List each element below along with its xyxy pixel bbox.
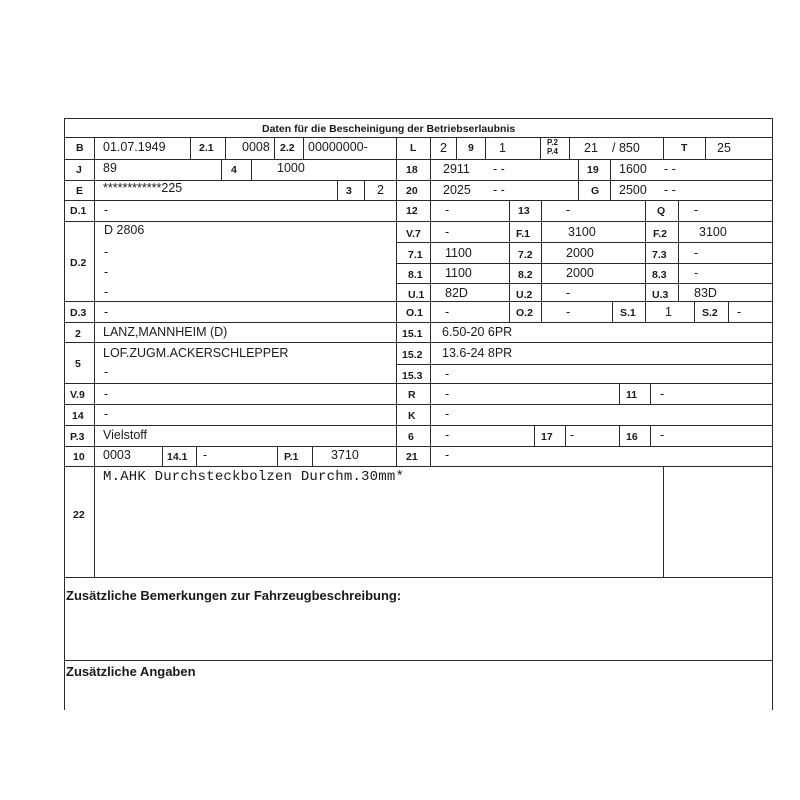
value-17: - bbox=[570, 428, 575, 442]
label-11: 11 bbox=[626, 389, 638, 401]
value-S-1: 1 bbox=[665, 305, 672, 319]
value-V-7: - bbox=[445, 225, 450, 239]
value-O-2: - bbox=[566, 305, 571, 319]
label-O-1: O.1 bbox=[406, 307, 423, 319]
value-K: - bbox=[445, 407, 450, 421]
value-S-2: - bbox=[737, 305, 742, 319]
rule bbox=[619, 383, 620, 404]
label-2: 2 bbox=[75, 328, 81, 340]
label-8-3: 8.3 bbox=[652, 269, 667, 281]
label-8-2: 8.2 bbox=[518, 269, 533, 281]
rule bbox=[456, 137, 457, 159]
label-D-3: D.3 bbox=[70, 307, 87, 319]
value-21: - bbox=[445, 448, 450, 462]
rule bbox=[396, 283, 772, 284]
label-6: 6 bbox=[408, 431, 414, 443]
rule bbox=[772, 118, 773, 710]
rule bbox=[64, 137, 772, 138]
label-O-2: O.2 bbox=[516, 307, 533, 319]
rule bbox=[509, 221, 510, 322]
rule bbox=[277, 446, 278, 466]
rule bbox=[64, 221, 772, 222]
label-B: B bbox=[76, 142, 84, 154]
value-G-dashes: - - bbox=[664, 183, 676, 197]
rule bbox=[509, 200, 510, 221]
rule bbox=[678, 200, 679, 221]
rule bbox=[312, 446, 313, 466]
rule bbox=[64, 159, 772, 160]
rule bbox=[225, 137, 226, 159]
value-5: LOF.ZUGM.ACKERSCHLEPPER bbox=[103, 346, 289, 360]
value-D-3: - bbox=[104, 305, 109, 319]
value-22: M.AHK Durchsteckbolzen Durchm.30mm* bbox=[103, 469, 405, 485]
rule bbox=[565, 425, 566, 446]
rule bbox=[64, 425, 772, 426]
value-U-2: - bbox=[566, 286, 571, 300]
value-8-2: 2000 bbox=[566, 266, 594, 280]
label-F-2: F.2 bbox=[653, 228, 668, 240]
label-8-1: 8.1 bbox=[408, 269, 423, 281]
value-11: - bbox=[660, 387, 665, 401]
label-P-4: P.4 bbox=[547, 147, 558, 156]
label-13: 13 bbox=[518, 205, 530, 217]
value-O-1: - bbox=[445, 305, 450, 319]
label-2-1: 2.1 bbox=[199, 142, 214, 154]
rule bbox=[578, 180, 579, 200]
rule bbox=[64, 446, 772, 447]
rule bbox=[541, 221, 542, 322]
value-19: 1600 bbox=[619, 162, 647, 176]
label-V-7: V.7 bbox=[406, 228, 421, 240]
label-7-2: 7.2 bbox=[518, 249, 533, 261]
rule bbox=[485, 137, 486, 159]
value-Q: - bbox=[694, 203, 699, 217]
label-10: 10 bbox=[73, 451, 85, 463]
value-18: 2911 bbox=[443, 162, 470, 176]
rule bbox=[190, 137, 191, 159]
label-15-1: 15.1 bbox=[402, 328, 423, 340]
value-6: - bbox=[445, 428, 450, 442]
label-T: T bbox=[681, 142, 688, 154]
rule bbox=[663, 466, 664, 577]
rule bbox=[610, 159, 611, 180]
rule bbox=[196, 446, 197, 466]
value-P-3: Vielstoff bbox=[103, 428, 148, 442]
rule bbox=[396, 263, 772, 264]
value-L: 2 bbox=[440, 141, 447, 155]
rule bbox=[64, 660, 772, 661]
value-2: LANZ,MANNHEIM (D) bbox=[103, 325, 228, 339]
rule bbox=[64, 404, 772, 405]
label-7-1: 7.1 bbox=[408, 249, 423, 261]
value-14-1: - bbox=[203, 448, 208, 462]
rule bbox=[64, 383, 772, 384]
value-F-1: 3100 bbox=[568, 225, 596, 239]
label-K: K bbox=[408, 410, 416, 422]
value-20: 2025 bbox=[443, 183, 471, 197]
label-18: 18 bbox=[406, 164, 418, 176]
value-2-1: 0008 bbox=[242, 140, 270, 154]
label-U-1: U.1 bbox=[408, 289, 425, 301]
rule bbox=[221, 159, 222, 180]
rule bbox=[64, 118, 65, 710]
label-21: 21 bbox=[406, 451, 418, 463]
rule bbox=[645, 301, 646, 322]
rule bbox=[645, 200, 646, 221]
rule bbox=[650, 425, 651, 446]
value-P-1: 3710 bbox=[331, 448, 359, 462]
rule bbox=[303, 137, 304, 159]
rule bbox=[694, 301, 695, 322]
rule bbox=[251, 159, 252, 180]
rule bbox=[541, 200, 542, 221]
rule bbox=[619, 425, 620, 446]
value-15-2: 13.6-24 8PR bbox=[442, 346, 513, 360]
rule bbox=[430, 137, 431, 466]
label-V-9: V.9 bbox=[70, 389, 85, 401]
label-22: 22 bbox=[73, 509, 85, 521]
label-D-1: D.1 bbox=[70, 205, 87, 217]
value-12: - bbox=[445, 203, 450, 217]
rule bbox=[64, 466, 772, 467]
label-14-1: 14.1 bbox=[167, 451, 188, 463]
rule bbox=[274, 137, 275, 159]
value-7-3: - bbox=[694, 246, 699, 260]
value-19-dashes: - - bbox=[664, 162, 676, 176]
rule bbox=[64, 322, 772, 323]
value-P-4: / 850 bbox=[612, 141, 640, 155]
rule bbox=[534, 425, 535, 446]
label-17: 17 bbox=[541, 431, 553, 443]
value-2-2: 00000000- bbox=[308, 140, 368, 154]
label-15-2: 15.2 bbox=[402, 349, 423, 361]
rule bbox=[650, 383, 651, 404]
form-title: Daten für die Bescheinigung der Betriebserlaubnis bbox=[262, 123, 516, 135]
label-P-1: P.1 bbox=[284, 451, 299, 463]
value-E: ************225 bbox=[103, 181, 183, 195]
rule bbox=[64, 577, 772, 578]
label-U-3: U.3 bbox=[652, 289, 669, 301]
value-D-2-line-3: - bbox=[104, 265, 109, 279]
value-15-3: - bbox=[445, 367, 450, 381]
value-V-9: - bbox=[104, 387, 109, 401]
rule bbox=[578, 159, 579, 180]
label-P-2: P.2 bbox=[547, 138, 558, 147]
label-19: 19 bbox=[587, 164, 599, 176]
rule bbox=[678, 221, 679, 301]
rule bbox=[64, 118, 772, 119]
label-J: J bbox=[76, 164, 82, 176]
value-F-2: 3100 bbox=[699, 225, 727, 239]
label-16: 16 bbox=[626, 431, 638, 443]
label-S-1: S.1 bbox=[620, 307, 636, 319]
label-S-2: S.2 bbox=[702, 307, 718, 319]
value-D-2-line-4: - bbox=[104, 285, 109, 299]
rule bbox=[396, 364, 772, 365]
value-T: 25 bbox=[717, 141, 731, 155]
rule bbox=[64, 200, 772, 201]
label-14: 14 bbox=[72, 410, 84, 422]
label-R: R bbox=[408, 389, 416, 401]
label-Q: Q bbox=[657, 205, 666, 217]
value-P-2: 21 bbox=[584, 141, 598, 155]
label-P-3: P.3 bbox=[70, 431, 85, 443]
value-18-dashes: - - bbox=[493, 162, 505, 176]
value-B: 01.07.1949 bbox=[103, 140, 166, 154]
rule bbox=[705, 137, 706, 159]
label-5: 5 bbox=[75, 358, 81, 370]
label-20: 20 bbox=[406, 185, 418, 197]
label-15-3: 15.3 bbox=[402, 370, 423, 382]
label-12: 12 bbox=[406, 205, 418, 217]
value-8-1: 1100 bbox=[445, 266, 472, 280]
rule bbox=[364, 180, 365, 200]
value-J: 89 bbox=[103, 161, 117, 175]
value-U-3: 83D bbox=[694, 286, 717, 300]
value-D-1: - bbox=[104, 203, 109, 217]
rule bbox=[663, 137, 664, 159]
rule bbox=[396, 242, 772, 243]
rule bbox=[94, 137, 95, 577]
rule bbox=[569, 137, 570, 159]
value-D-2-line-1: D 2806 bbox=[104, 223, 145, 237]
value-10: 0003 bbox=[103, 448, 131, 462]
value-7-2: 2000 bbox=[566, 246, 594, 260]
rule bbox=[610, 180, 611, 200]
value-D-2-line-2: - bbox=[104, 245, 109, 259]
label-2-2: 2.2 bbox=[280, 142, 295, 154]
value-14: - bbox=[104, 407, 109, 421]
rule bbox=[162, 446, 163, 466]
label-G: G bbox=[591, 185, 600, 197]
value-R: - bbox=[445, 387, 450, 401]
value-5-line-2: - bbox=[104, 365, 109, 379]
label-4: 4 bbox=[231, 164, 237, 176]
label-L: L bbox=[410, 142, 417, 154]
value-4: 1000 bbox=[277, 161, 305, 175]
value-9: 1 bbox=[499, 141, 506, 155]
rule bbox=[396, 137, 397, 466]
rule bbox=[540, 137, 541, 159]
remarks-heading: Zusätzliche Bemerkungen zur Fahrzeugbeschreibung: bbox=[66, 588, 402, 603]
additional-info-heading: Zusätzliche Angaben bbox=[66, 664, 196, 679]
value-3: 2 bbox=[377, 183, 384, 197]
value-G: 2500 bbox=[619, 183, 647, 197]
label-U-2: U.2 bbox=[516, 289, 533, 301]
rule bbox=[64, 342, 772, 343]
label-E: E bbox=[76, 185, 84, 197]
value-7-1: 1100 bbox=[445, 246, 472, 260]
value-15-1: 6.50-20 6PR bbox=[442, 325, 513, 339]
value-8-3: - bbox=[694, 266, 699, 280]
label-3: 3 bbox=[346, 185, 352, 197]
rule bbox=[612, 301, 613, 322]
rule bbox=[728, 301, 729, 322]
label-F-1: F.1 bbox=[516, 228, 531, 240]
value-U-1: 82D bbox=[445, 286, 468, 300]
rule bbox=[645, 221, 646, 301]
value-20-dashes: - - bbox=[493, 183, 505, 197]
rule bbox=[337, 180, 338, 200]
value-16: - bbox=[660, 428, 665, 442]
value-13: - bbox=[566, 203, 571, 217]
label-9: 9 bbox=[468, 142, 474, 154]
label-7-3: 7.3 bbox=[652, 249, 667, 261]
label-D-2: D.2 bbox=[70, 257, 87, 269]
